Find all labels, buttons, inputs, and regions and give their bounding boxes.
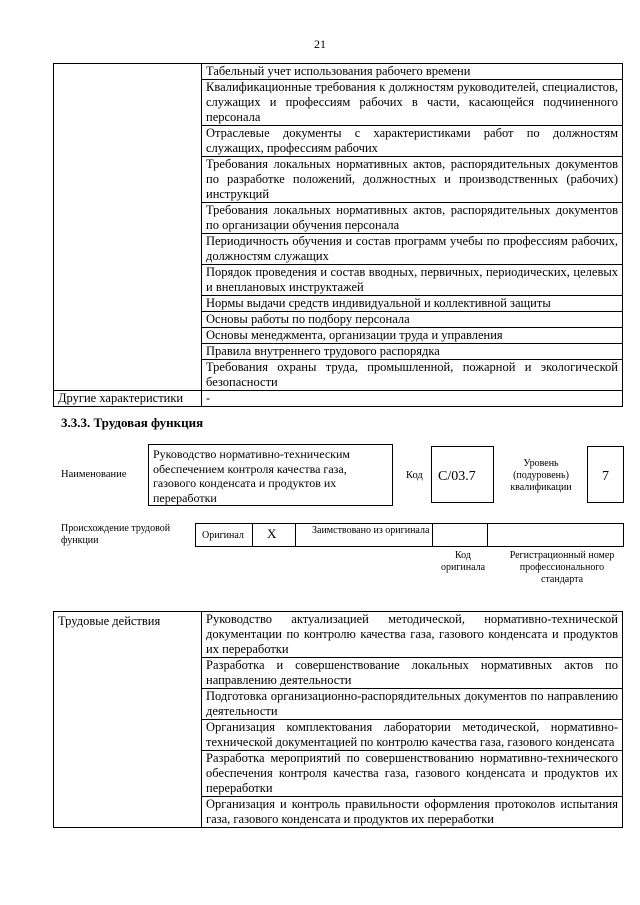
page-number: 21 bbox=[314, 37, 326, 51]
knowledge-item: Требования локальных нормативных актов, распорядительных документов по организации обучения персонала bbox=[202, 203, 623, 234]
function-code: С/03.7 bbox=[431, 446, 494, 503]
knowledge-item: Отраслевые документы с характеристиками работ по должностям служащих, профессиям рабочих bbox=[202, 126, 623, 157]
knowledge-item: Нормы выдачи средств индивидуальной и коллективной защиты bbox=[202, 296, 623, 312]
knowledge-item: Требования охраны труда, промышленной, пожарной и экологической безопасности bbox=[202, 360, 623, 391]
other-characteristics-value: - bbox=[202, 391, 623, 407]
knowledge-item: Квалификационные требования к должностям руководителей, специалистов, служащих и профессиям рабочих в части, касающейся подчиненного персонала bbox=[202, 80, 623, 126]
other-characteristics-label: Другие характеристики bbox=[54, 391, 202, 407]
labor-actions-table bbox=[53, 611, 623, 828]
qualification-level: 7 bbox=[587, 446, 624, 503]
reg-caption: Регистрационный номер профессионального стандарта bbox=[509, 550, 615, 585]
original-mark: X bbox=[253, 524, 296, 546]
knowledge-item: Табельный учет использования рабочего времени bbox=[202, 64, 623, 80]
labor-action-item: Руководство актуализацией методической, нормативно-технической документации по контролю качества газа, газового конденсата и продуктов их переработки bbox=[202, 612, 623, 658]
origin-reg-cell bbox=[488, 524, 623, 546]
origin-label: Происхождение трудовой функции bbox=[61, 523, 171, 546]
origin-code-cell bbox=[433, 524, 488, 546]
labor-action-item: Организация комплектования лаборатории методической, нормативно-технической документацией по контролю качества газа, газового конденсата bbox=[202, 720, 623, 751]
knowledge-row bbox=[54, 64, 623, 80]
knowledge-item: Правила внутреннего трудового распорядка bbox=[202, 344, 623, 360]
knowledge-item: Основы работы по подбору персонала bbox=[202, 312, 623, 328]
knowledge-item: Основы менеджмента, организации труда и управления bbox=[202, 328, 623, 344]
knowledge-item: Порядок проведения и состав вводных, первичных, периодических, целевых и внеплановых инструктажей bbox=[202, 265, 623, 296]
knowledge-item: Периодичность обучения и состав программ учебы по профессиям рабочих, должностям служащих bbox=[202, 234, 623, 265]
knowledge-table bbox=[53, 63, 623, 407]
other-characteristics-row bbox=[54, 391, 623, 407]
labor-actions-label: Трудовые действия bbox=[54, 612, 202, 828]
labor-action-item: Подготовка организационно-распорядительных документов по направлению деятельности bbox=[202, 689, 623, 720]
labor-action-item: Разработка и совершенствование локальных нормативных актов по направлению деятельности bbox=[202, 658, 623, 689]
knowledge-label-cell bbox=[54, 64, 202, 391]
labor-action-item: Организация и контроль правильности оформления протоколов испытания газа, газового конденсата и продуктов их переработки bbox=[202, 797, 623, 828]
function-name: Руководство нормативно-техническим обеспечением контроля качества газа, газового конденсата и продуктов их переработки bbox=[148, 444, 393, 506]
borrowed-label: Заимствовано из оригинала bbox=[296, 524, 433, 546]
origin-row bbox=[195, 523, 624, 547]
level-label: Уровень (подуровень) квалификации bbox=[510, 458, 572, 493]
name-label: Наименование bbox=[61, 469, 127, 480]
original-label: Оригинал bbox=[196, 524, 253, 546]
code-caption: Код оригинала bbox=[440, 550, 486, 573]
section-title: 3.3.3. Трудовая функция bbox=[61, 415, 204, 430]
labor-action-item: Разработка мероприятий по совершенствованию нормативно-технического обеспечения контроля качества газа, газового конденсата и продуктов их переработки bbox=[202, 751, 623, 797]
knowledge-item: Требования локальных нормативных актов, распорядительных документов по разработке положений, должностных и производственных (рабочих) инструкций bbox=[202, 157, 623, 203]
labor-action-row bbox=[54, 612, 623, 658]
code-label: Код bbox=[406, 470, 423, 481]
